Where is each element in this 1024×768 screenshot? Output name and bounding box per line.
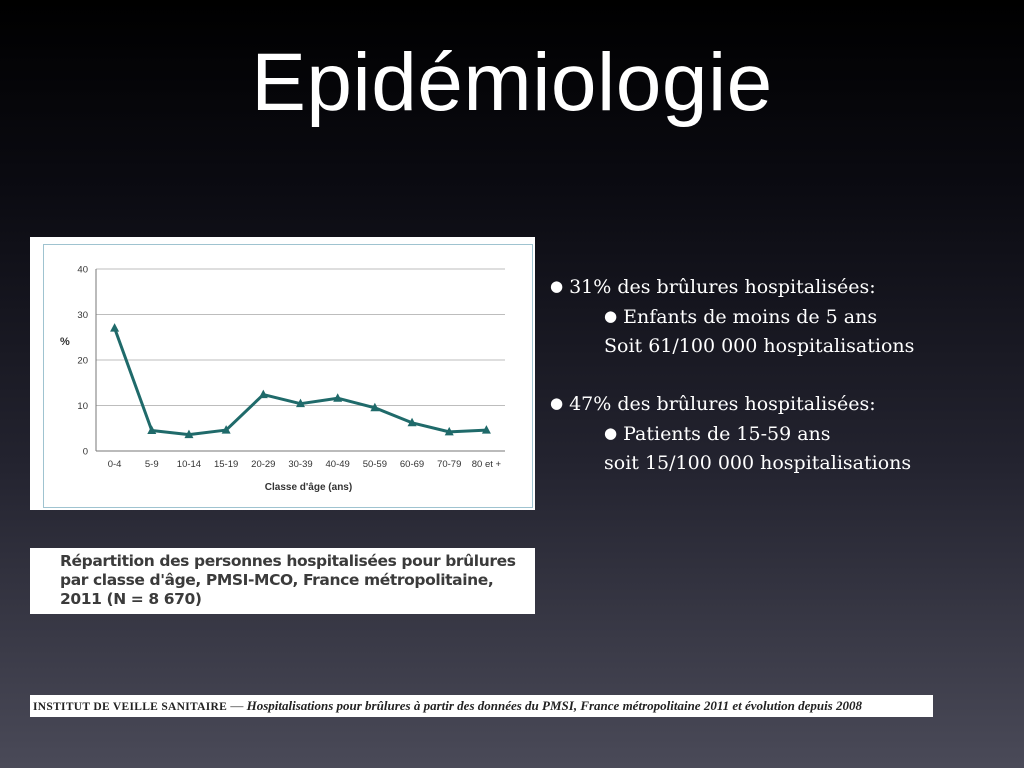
x-tick-label: 60-69 <box>399 459 425 470</box>
bullet-detail: Soit 61/100 000 hospitalisations <box>604 335 915 357</box>
burns-by-age-chart <box>30 237 535 510</box>
y-axis-label: % <box>60 336 70 348</box>
bullet-main-text: 47% des brûlures hospitalisées: <box>569 393 876 415</box>
source-citation <box>30 695 933 717</box>
y-tick-label: 10 <box>77 401 88 412</box>
x-tick-label: 80 et + <box>471 459 502 470</box>
x-tick-label: 10-14 <box>176 459 202 470</box>
bullet-dot-icon: ● <box>604 307 618 325</box>
bullet-sub-text: Enfants de moins de 5 ans <box>623 306 878 328</box>
chart-panel <box>30 237 535 510</box>
bullet-dot-icon: ● <box>604 424 618 442</box>
caption-line: par classe d'âge, PMSI-MCO, France métropolitaine, <box>60 571 494 589</box>
bullet-group <box>550 389 1010 478</box>
caption-line: Répartition des personnes hospitalisées pour brûlures <box>60 552 516 570</box>
bullet-detail: soit 15/100 000 hospitalisations <box>604 452 912 474</box>
x-tick-label: 5-9 <box>144 459 159 470</box>
caption-line: 2011 (N = 8 670) <box>60 590 202 608</box>
y-tick-label: 30 <box>77 310 88 321</box>
bullet-dot-icon: ● <box>550 277 564 295</box>
x-axis-label: Classe d'âge (ans) <box>264 482 353 493</box>
bullet-main <box>550 272 1010 302</box>
source-text: Hospitalisations pour brûlures à partir des données du PMSI, France métropolitaine 2011 et évolution depuis 2008 <box>246 698 862 713</box>
x-tick-label: 40-49 <box>325 459 350 470</box>
bullet-sub <box>550 302 1010 332</box>
source-org: INSTITUT DE VEILLE SANITAIRE <box>33 701 228 713</box>
x-tick-label: 0-4 <box>107 459 122 470</box>
bullet-sub-text: Patients de 15-59 ans <box>623 423 831 445</box>
data-point <box>110 323 119 332</box>
x-tick-label: 15-19 <box>213 459 239 470</box>
x-tick-label: 50-59 <box>362 459 388 470</box>
series-line <box>115 328 487 434</box>
y-tick-label: 40 <box>77 264 88 276</box>
y-tick-label: 20 <box>77 355 88 367</box>
y-tick-label: 0 <box>82 446 88 458</box>
x-tick-label: 70-79 <box>437 459 462 470</box>
bullet-list <box>550 272 1010 506</box>
source-separator: — <box>227 698 247 713</box>
x-tick-label: 30-39 <box>288 459 313 470</box>
slide-title: Epidémiologie <box>251 37 773 128</box>
bullet-main <box>550 389 1010 419</box>
bullet-group <box>550 272 1010 361</box>
chart-caption <box>30 548 535 614</box>
bullet-sub <box>550 419 1010 449</box>
bullet-dot-icon: ● <box>550 394 564 412</box>
bullet-main-text: 31% des brûlures hospitalisées: <box>569 276 876 298</box>
x-tick-label: 20-29 <box>251 459 276 470</box>
